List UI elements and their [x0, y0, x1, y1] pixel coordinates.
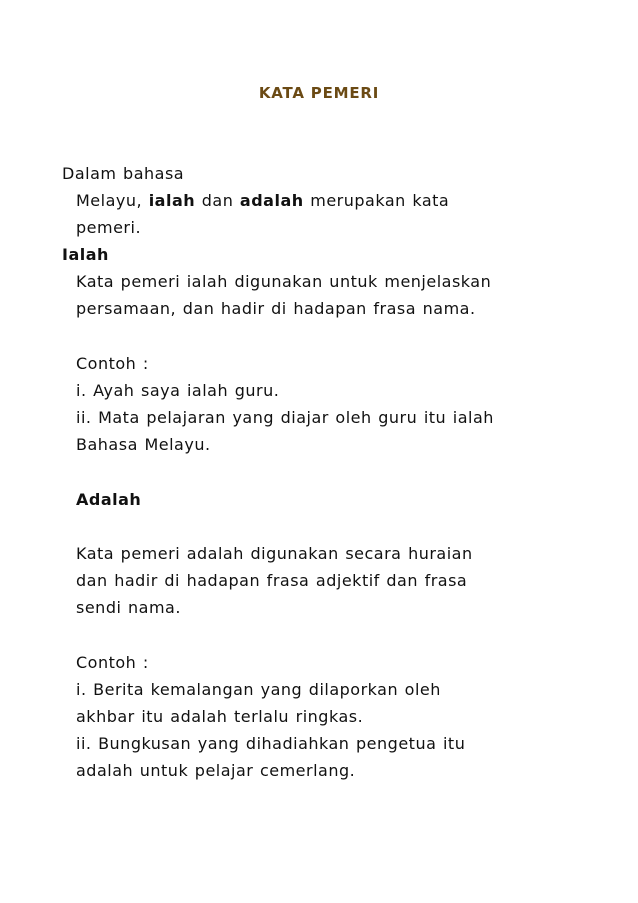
- keyword-adalah: adalah: [239, 191, 304, 210]
- adalah-example-1-line-1: i. Berita kemalangan yang dilaporkan oleh: [76, 680, 441, 699]
- intro-line-1: Dalam bahasa: [62, 164, 185, 183]
- heading-ialah: Ialah: [62, 245, 109, 264]
- keyword-ialah: ialah: [148, 191, 196, 210]
- intro-text: dan: [195, 191, 240, 210]
- ialah-example-2-line-1: ii. Mata pelajaran yang diajar oleh guru itu ialah: [76, 408, 494, 427]
- adalah-desc-line-3: sendi nama.: [76, 598, 181, 617]
- adalah-example-1-line-2: akhbar itu adalah terlalu ringkas.: [76, 707, 364, 726]
- adalah-example-2-line-2: adalah untuk pelajar cemerlang.: [76, 761, 356, 780]
- adalah-desc-line-2: dan hadir di hadapan frasa adjektif dan frasa: [76, 571, 468, 590]
- ialah-contoh-label: Contoh :: [76, 354, 149, 373]
- ialah-example-2-line-2: Bahasa Melayu.: [76, 435, 211, 454]
- intro-text: merupakan kata: [303, 191, 450, 210]
- adalah-example-2-line-1: ii. Bungkusan yang dihadiahkan pengetua itu: [76, 734, 466, 753]
- intro-text: Melayu,: [76, 191, 149, 210]
- heading-adalah: Adalah: [76, 490, 142, 509]
- intro-line-2: [76, 191, 449, 211]
- adalah-desc-line-1: Kata pemeri adalah digunakan secara huraian: [76, 544, 473, 563]
- intro-line-3: pemeri.: [76, 218, 142, 237]
- page-title: KATA PEMERI: [258, 84, 380, 102]
- ialah-desc-line-2: persamaan, dan hadir di hadapan frasa nama.: [76, 299, 476, 318]
- ialah-example-1: i. Ayah saya ialah guru.: [76, 381, 280, 400]
- ialah-desc-line-1: Kata pemeri ialah digunakan untuk menjelaskan: [76, 272, 492, 291]
- adalah-contoh-label: Contoh :: [76, 653, 149, 672]
